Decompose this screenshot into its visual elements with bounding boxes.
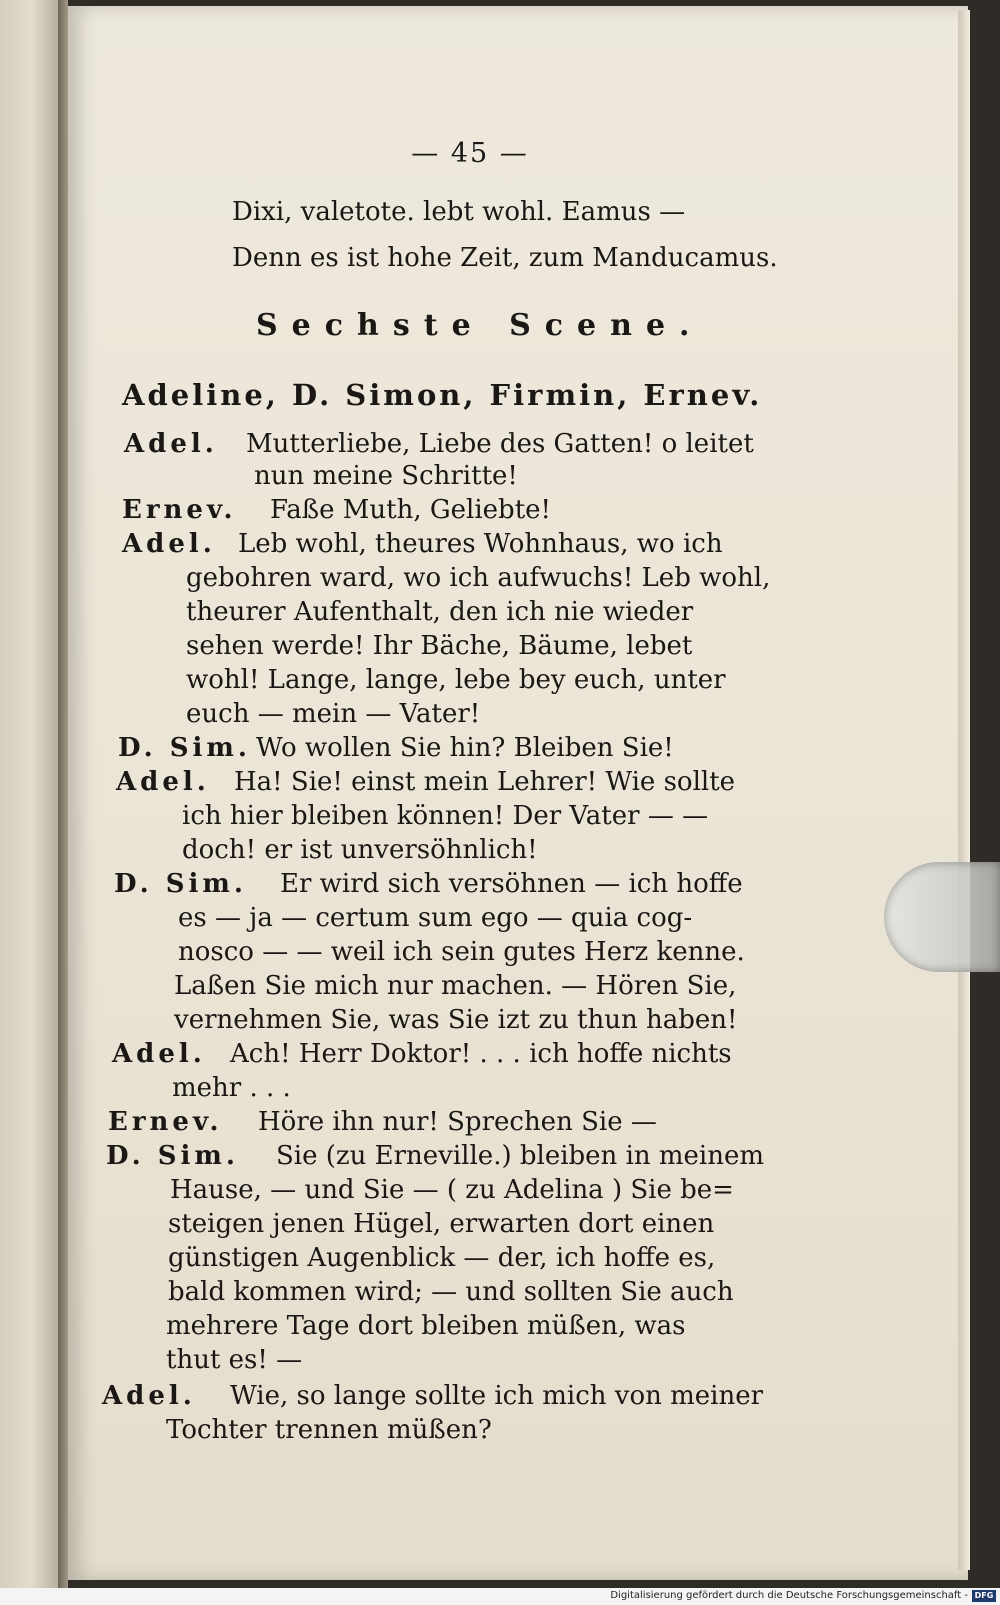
dialogue-line: Laßen Sie mich nur machen. — Hören Sie,: [174, 971, 737, 1001]
dialogue-line: doch! er ist unversöhnlich!: [182, 835, 538, 865]
page-clip: [884, 862, 1000, 972]
dfg-logo: DFG: [972, 1590, 996, 1602]
dialogue-line: thut es! —: [166, 1345, 303, 1375]
dialogue-line: ich hier bleiben können! Der Vater — —: [182, 801, 709, 831]
dialogue-line: nosco — — weil ich sein gutes Herz kenne.: [178, 937, 745, 967]
speaker-label: Adel.: [116, 767, 210, 797]
cast-list: Adeline, D. Simon, Firmin, Ernev.: [122, 378, 763, 412]
speaker-label: D. Sim.: [114, 869, 247, 899]
dialogue-line: Wo wollen Sie hin? Bleiben Sie!: [256, 733, 674, 763]
left-page-edge: [0, 0, 58, 1590]
page-number: — 45 —: [411, 138, 529, 169]
right-page-edge: [958, 10, 970, 1570]
speaker-label: Ernev.: [122, 495, 237, 525]
speaker-label: Ernev.: [108, 1107, 223, 1137]
dialogue-line: Hause, — und Sie — ( zu Adelina ) Sie be=: [170, 1175, 734, 1205]
dialogue-line: Ach! Herr Doktor! . . . ich hoffe nichts: [230, 1039, 732, 1069]
dialogue-line: Ha! Sie! einst mein Lehrer! Wie sollte: [234, 767, 736, 797]
dialogue-line: steigen jenen Hügel, erwarten dort einen: [168, 1209, 715, 1239]
dialogue-line: mehr . . .: [172, 1073, 291, 1103]
dialogue-line: gebohren ward, wo ich aufwuchs! Leb wohl,: [186, 563, 771, 593]
dialogue-line: Sie (zu Erneville.) bleiben in meinem: [276, 1141, 765, 1171]
dialogue-line: wohl! Lange, lange, lebe bey euch, unter: [186, 665, 726, 695]
digitization-credit: Digitalisierung gefördert durch die Deutsche Forschungsgemeinschaft -: [610, 1590, 968, 1601]
dialogue-line: Höre ihn nur! Sprechen Sie —: [258, 1107, 657, 1137]
dialogue-line: Wie, so lange sollte ich mich von meiner: [230, 1381, 764, 1411]
dialogue-line: Faße Muth, Geliebte!: [270, 495, 551, 525]
speaker-label: Adel.: [122, 529, 216, 559]
speaker-label: D. Sim.: [106, 1141, 239, 1171]
scene-title: Sechste Scene.: [256, 308, 704, 343]
dialogue-line: bald kommen wird; — und sollten Sie auch: [168, 1277, 734, 1307]
dialogue-line: es — ja — certum sum ego — quia cog-: [178, 903, 693, 933]
dialogue-line: Er wird sich versöhnen — ich hoffe: [280, 869, 743, 899]
dialogue-line: euch — mein — Vater!: [186, 699, 481, 729]
dialogue-line: nun meine Schritte!: [254, 461, 518, 491]
speaker-label: Adel.: [112, 1039, 206, 1069]
speaker-label: Adel.: [124, 429, 218, 459]
dialogue-line: vernehmen Sie, was Sie izt zu thun haben!: [174, 1005, 738, 1035]
dialogue-line: sehen werde! Ihr Bäche, Bäume, lebet: [186, 631, 693, 661]
dialogue-line: günstigen Augenblick — der, ich hoffe es,: [168, 1243, 716, 1273]
speaker-label: D. Sim.: [118, 733, 251, 763]
dialogue-line: Leb wohl, theures Wohnhaus, wo ich: [238, 529, 723, 559]
speaker-label: Adel.: [102, 1381, 196, 1411]
dialogue-line: Tochter trennen müßen?: [166, 1415, 492, 1445]
dialogue-line: mehrere Tage dort bleiben müßen, was: [166, 1311, 686, 1341]
opening-line-1: Dixi, valetote. lebt wohl. Eamus —: [232, 197, 686, 227]
dialogue-line: Mutterliebe, Liebe des Gatten! o leitet: [246, 429, 754, 459]
opening-line-2: Denn es ist hohe Zeit, zum Manducamus.: [232, 243, 778, 273]
dialogue-line: theurer Aufenthalt, den ich nie wieder: [186, 597, 694, 627]
book-gutter: [58, 0, 68, 1590]
